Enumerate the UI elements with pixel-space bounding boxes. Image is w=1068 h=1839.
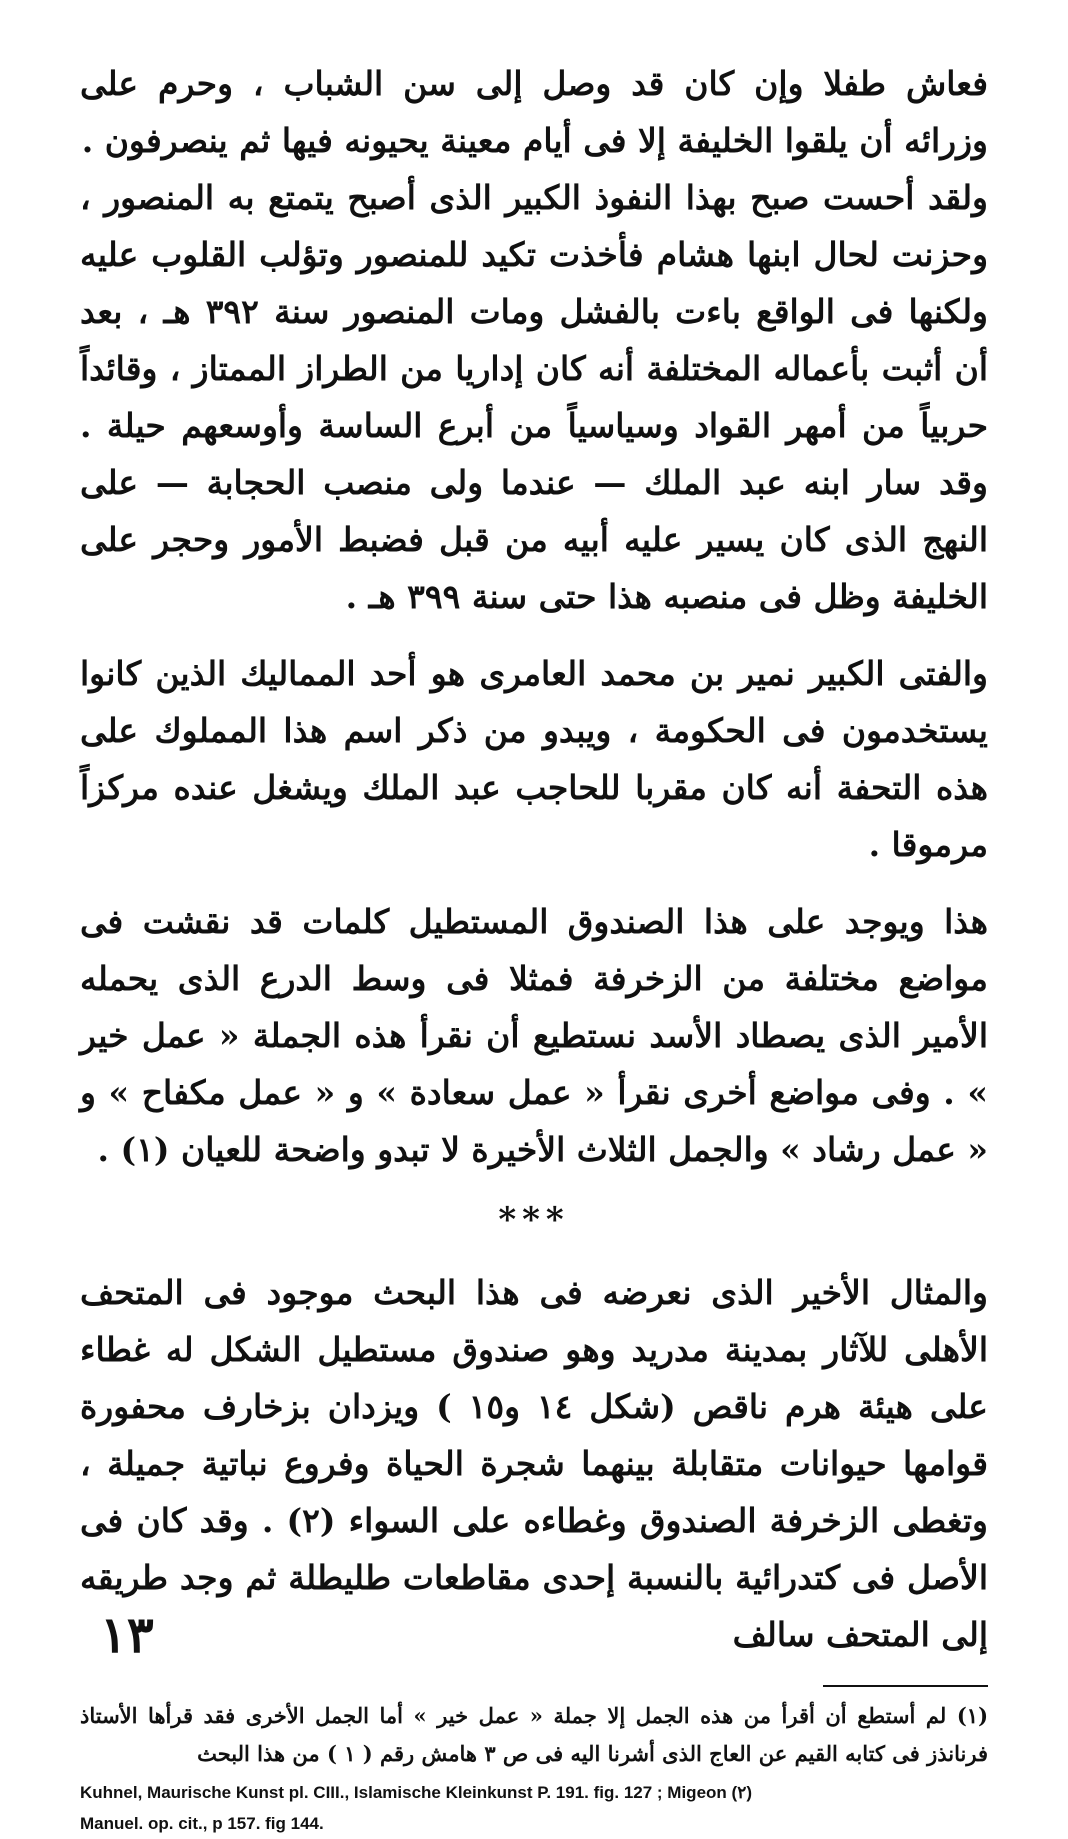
page-number: ١٣ (100, 1605, 154, 1664)
paragraph-4: هذا ويوجد على هذا الصندوق المستطيل كلمات قد نقشت فى مواضع مختلفة من الزخرفة فمثلا فى وسط الدرع الذى يحمله الأمير الذى يصطاد الأسد نستطيع أن نقرأ هذه الجملة « عمل خير » . وفى مواضع أخرى نقرأ « عمل سعادة » و « عمل مكفاح » و « عمل رشاد » والجمل الثلاث الأخيرة لا تبدو واضحة للعيان (١) . (80, 902, 988, 1169)
paragraph-3: والفتى الكبير نمير بن محمد العامرى هو أحد المماليك الذين كانوا يستخدمون فى الحكومة ، ويبدو من ذكر اسم هذا المملوك على هذه التحفة أنه كان مقربا للحاجب عبد الملك ويشغل عنده مركزاً مرموقا . (80, 654, 988, 864)
paragraph-5: والمثال الأخير الذى نعرضه فى هذا البحث موجود فى المتحف الأهلى للآثار بمدينة مدريد وهو صندوق مستطيل الشكل له غطاء على هيئة هرم ناقص (شكل ١٤ و١٥ ) ويزدان بزخارف محفورة قوامها حيوانات متقابلة بينهما شجرة الحياة وفروع نباتية جميلة ، وتغطى الزخرفة الصندوق وغطاءه على السواء (٢) . وقد كان فى الأصل فى كتدرائية بالنسبة إحدى مقاطعات طليطلة ثم وجد طريقه إلى المتحف سالف (80, 1273, 988, 1654)
footnote-rule (823, 1685, 988, 1687)
paragraph-1: فعاش طفلا وإن كان قد وصل إلى سن الشباب ، وحرم على وزرائه أن يلقوا الخليفة إلا فى أيام معينة يحيونه فيها ثم ينصرفون . (80, 64, 988, 160)
paragraph-2: ولقد أحست صبح بهذا النفوذ الكبير الذى أصبح يتمتع به المنصور ، وحزنت لحال ابنها هشام فأخذت تكيد للمنصور وتؤلب القلوب عليه ولكنها فى الواقع باءت بالفشل ومات المنصور سنة ٣٩٢ هـ ، بعد أن أثبت بأعماله المختلفة أنه كان إداريا من الطراز الممتاز ، وقائداً حربياً من أمهر القواد وسياسياً من أبرع الساسة وأوسعهم حيلة . وقد سار ابنه عبد الملك — عندما ولى منصب الحجابة — على النهج الذى كان يسير عليه أبيه من قبل فضبط الأمور وحجر على الخليفة وظل فى منصبه هذا حتى سنة ٣٩٩ هـ . (80, 178, 988, 616)
footnote-1: (١) لم أستطع أن أقرأ من هذه الجمل إلا جملة « عمل خير » أما الجمل الأخرى فقد قرأها الأستاذ فرنانذز فى كتابه القيم عن العاج الذى أشرنا اليه فى ص ٣ هامش رقم ( ١ ) من هذا البحث (80, 1703, 988, 1766)
footnote-2-line-1: Kuhnel, Maurische Kunst pl. CIII., Islamische Kleinkunst P. 191. fig. 127 ; Migeon (٢) (80, 1783, 752, 1802)
footnote-2-line-2: Manuel. op. cit., p 157. fig 144. (80, 1814, 324, 1833)
section-separator: *** (498, 1200, 570, 1240)
